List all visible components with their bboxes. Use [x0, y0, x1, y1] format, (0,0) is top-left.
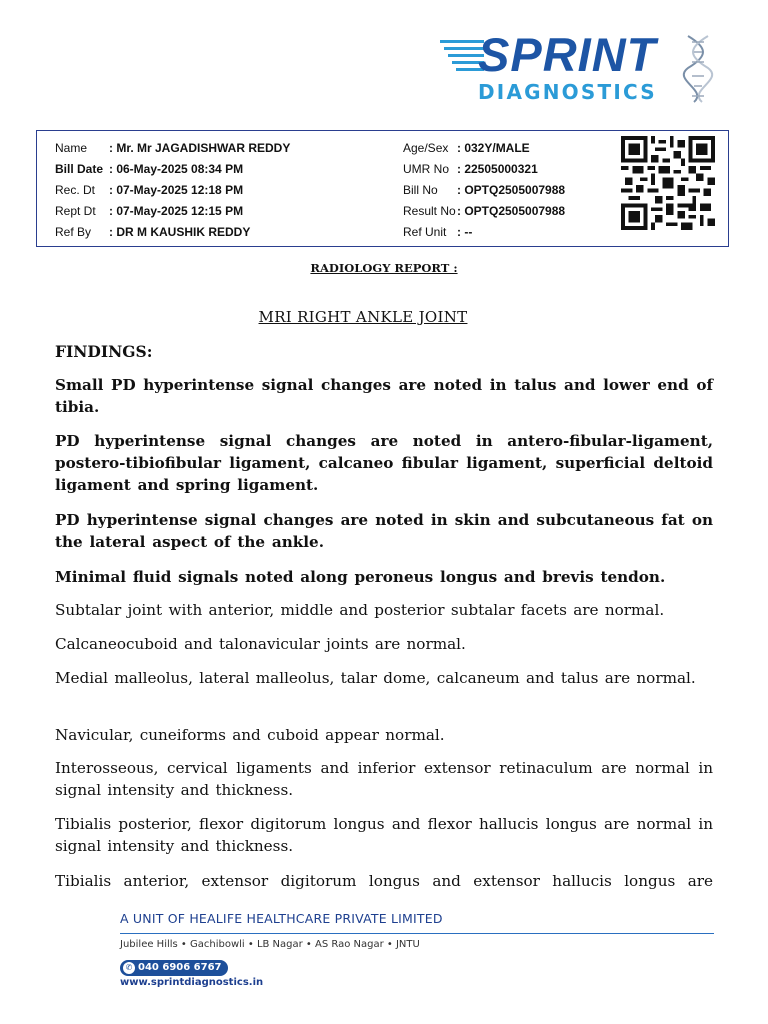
- finding-paragraph: Small PD hyperintense signal changes are noted in talus and lower end of tibia.: [55, 376, 713, 416]
- field-label: Age/Sex: [403, 141, 449, 155]
- finding-paragraph: Interosseous, cervical ligaments and inferior extensor retinaculum are normal in signal intensity and thickness.: [55, 759, 713, 799]
- bill-number: : OPTQ2505007988: [457, 183, 566, 197]
- referred-by: : DR M KAUSHIK REDDY: [109, 225, 251, 239]
- study-title: MRI RIGHT ANKLE JOINT: [258, 308, 468, 326]
- finding-paragraph: Navicular, cuneiforms and cuboid appear normal.: [55, 726, 445, 744]
- field-label: Rec. Dt: [55, 183, 96, 197]
- finding-paragraph: PD hyperintense signal changes are noted in antero-fibular-ligament, postero-tibiofibular ligament, calcaneo fibular ligament, superficial deltoid ligament and spring ligament.: [55, 432, 713, 494]
- finding-paragraph: Minimal fluid signals noted along peroneus longus and brevis tendon.: [55, 568, 666, 586]
- sprint-logo: [440, 28, 720, 106]
- report-date: : 07-May-2025 12:15 PM: [109, 204, 244, 218]
- footer-locations: Jubilee Hills • Gachibowli • LB Nagar • AS Rao Nagar • JNTU: [120, 939, 420, 950]
- footer-unit: A UNIT OF HEALIFE HEALTHCARE PRIVATE LIMITED: [120, 911, 443, 926]
- age-sex: : 032Y/MALE: [457, 141, 530, 155]
- footer-phone[interactable]: [120, 960, 228, 976]
- field-label: Ref By: [55, 225, 92, 239]
- finding-paragraph: Tibialis anterior, extensor digitorum longus and extensor hallucis longus are: [55, 872, 713, 890]
- field-label: UMR No: [403, 162, 450, 176]
- phone-number: 040 6906 6767: [138, 962, 222, 973]
- brand-name: SPRINT: [478, 28, 657, 81]
- finding-paragraph: Calcaneocuboid and talonavicular joints are normal.: [55, 635, 466, 653]
- patient-name: : Mr. Mr JAGADISHWAR REDDY: [109, 141, 291, 155]
- field-label: Result No: [403, 204, 456, 218]
- result-number: : OPTQ2505007988: [457, 204, 566, 218]
- field-label: Bill Date: [55, 162, 104, 176]
- bill-date: : 06-May-2025 08:34 PM: [109, 162, 244, 176]
- qr-code-icon: [621, 136, 715, 230]
- brand-tagline: DIAGNOSTICS: [478, 80, 657, 104]
- finding-paragraph: Medial malleolus, lateral malleolus, talar dome, calcaneum and talus are normal.: [55, 669, 696, 687]
- phone-icon: ✆: [123, 962, 135, 974]
- field-label: Bill No: [403, 183, 438, 197]
- finding-paragraph: Tibialis posterior, flexor digitorum longus and flexor hallucis longus are normal in signal intensity and thickness.: [55, 815, 713, 855]
- report-heading: RADIOLOGY REPORT :: [310, 261, 458, 275]
- finding-paragraph: PD hyperintense signal changes are noted in skin and subcutaneous fat on the lateral aspect of the ankle.: [55, 511, 713, 551]
- patient-info-box: [36, 130, 729, 247]
- field-label: Rept Dt: [55, 204, 96, 218]
- field-label: Name: [55, 141, 88, 155]
- field-label: Ref Unit: [403, 225, 447, 239]
- dna-helix-icon: [680, 34, 716, 104]
- received-date: : 07-May-2025 12:18 PM: [109, 183, 244, 197]
- finding-paragraph: Subtalar joint with anterior, middle and posterior subtalar facets are normal.: [55, 601, 665, 619]
- findings-heading: FINDINGS:: [55, 342, 153, 361]
- ref-unit: : --: [457, 225, 473, 239]
- footer-divider: [120, 933, 714, 934]
- footer-website-link[interactable]: www.sprintdiagnostics.in: [120, 977, 264, 988]
- umr-number: : 22505000321: [457, 162, 538, 176]
